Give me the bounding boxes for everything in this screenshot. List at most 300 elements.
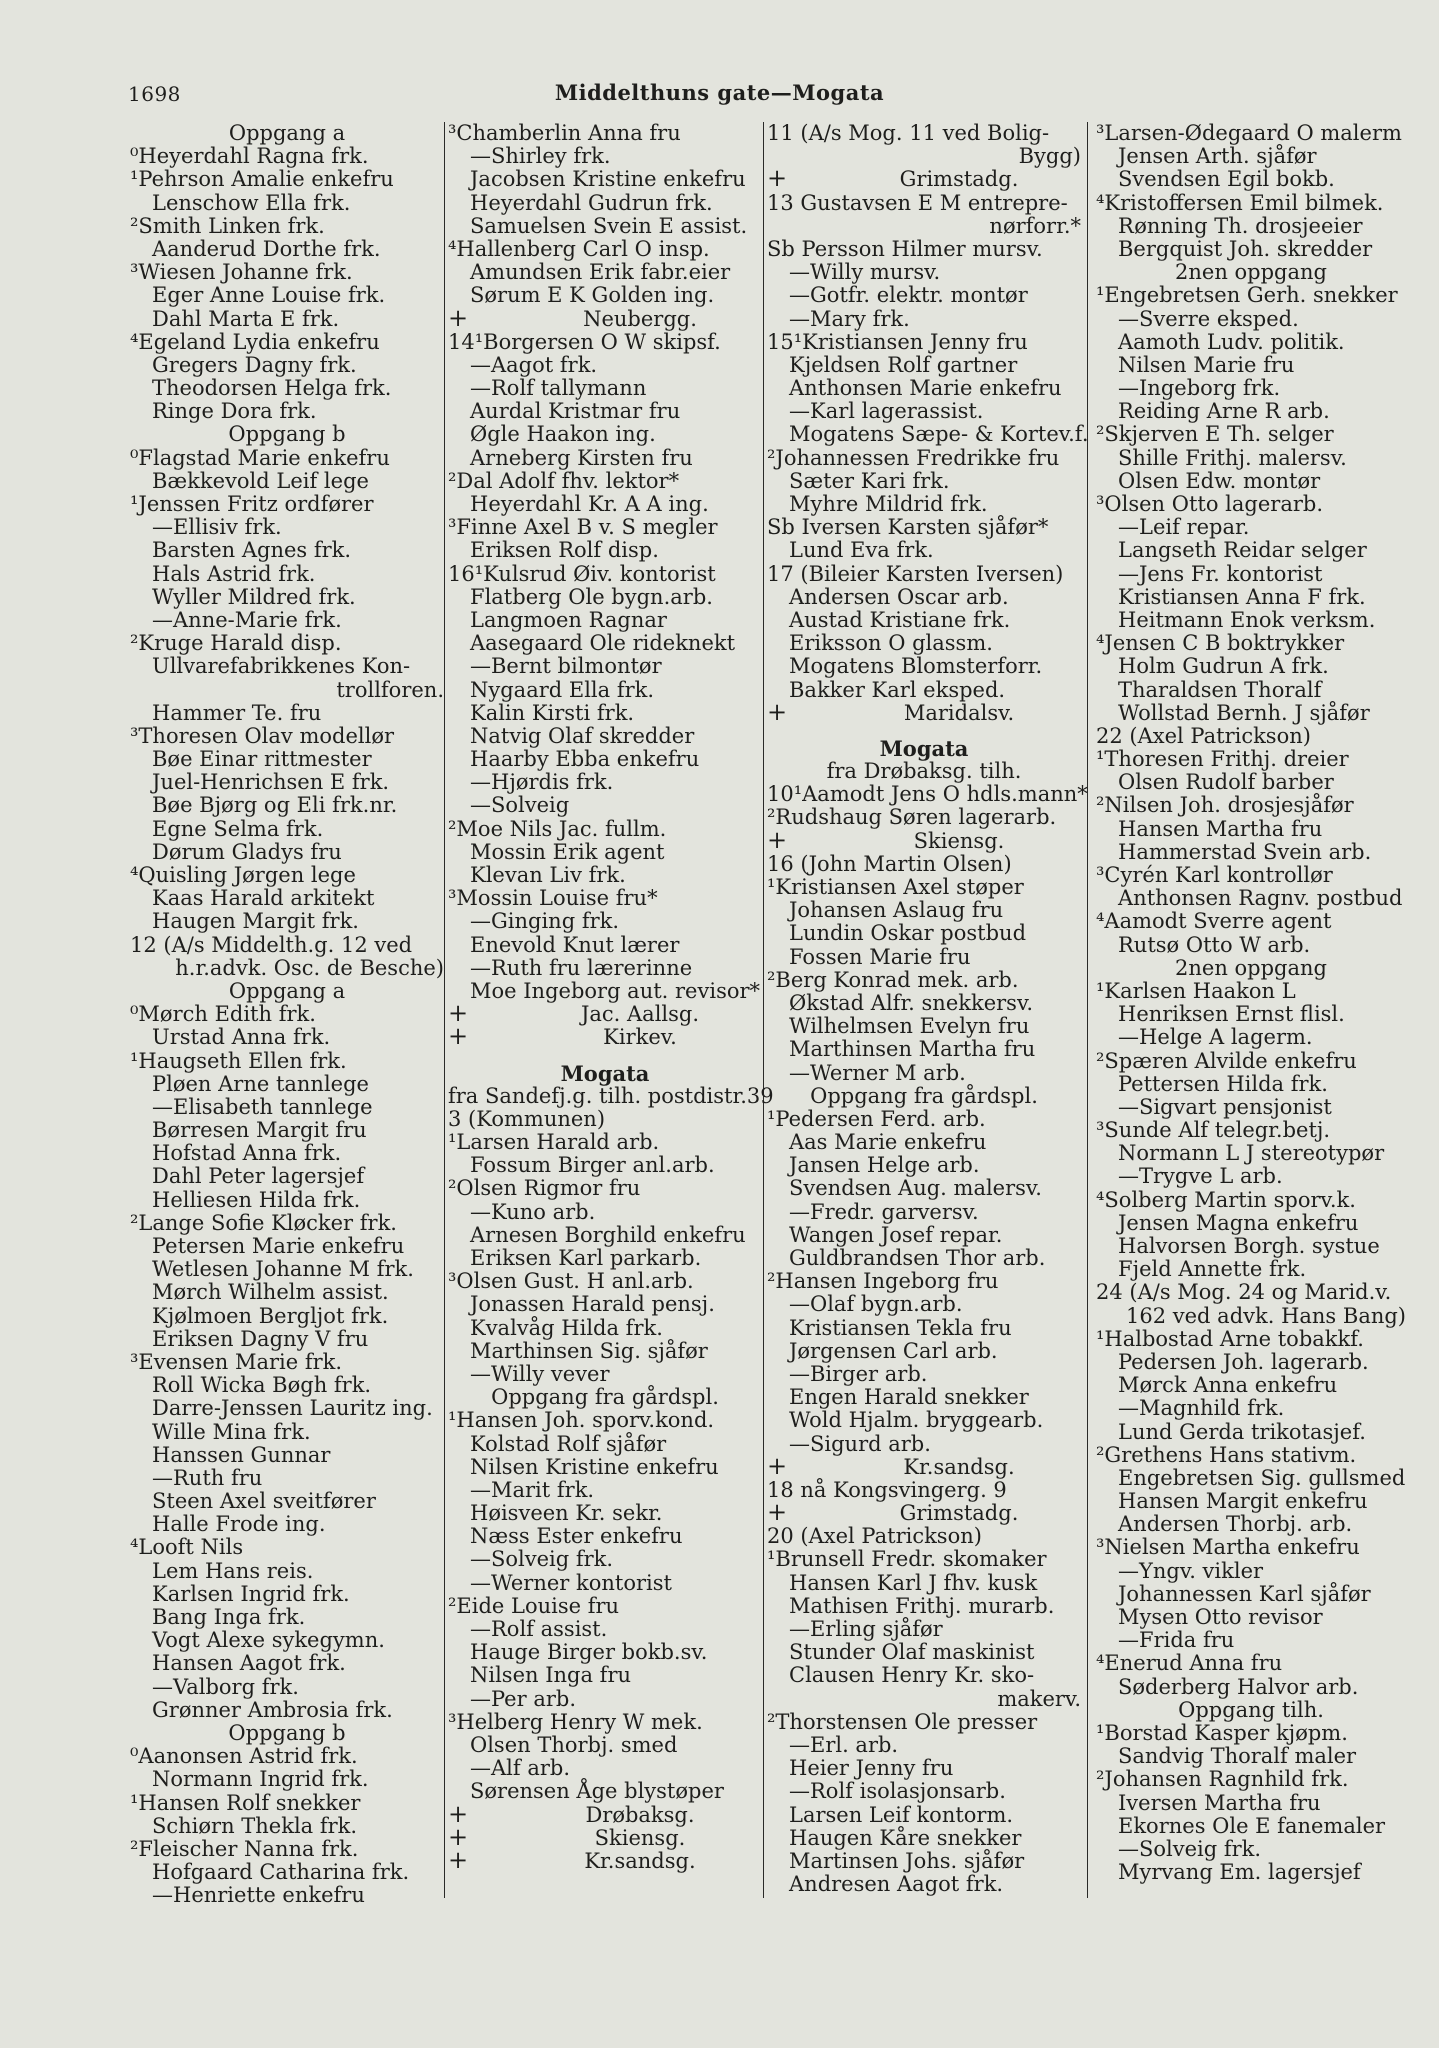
resident-entry: ¹Larsen Harald arb. xyxy=(448,1130,660,1155)
resident-entry: Jensen Arth. sjåfør xyxy=(1118,144,1317,169)
resident-entry: Urstad Anna frk. xyxy=(152,1025,331,1050)
resident-entry: ⁴Solberg Martin sporv.k. xyxy=(1096,1187,1356,1212)
resident-entry: Heyerdahl Gudrun frk. xyxy=(470,190,713,215)
column-2 xyxy=(448,121,774,1874)
resident-entry: Økstad Alfr. snekkersv. xyxy=(789,990,1034,1015)
resident-entry: Haarby Ebba enkefru xyxy=(470,747,700,772)
column-rule xyxy=(1087,122,1088,1898)
resident-entry: Wilhelmsen Evelyn fru xyxy=(789,1014,1030,1039)
resident-entry: ²Moe Nils Jac. fullm. xyxy=(448,816,667,841)
resident-entry: Ekornes Ole E fanemaler xyxy=(1118,1813,1386,1838)
resident-entry: ¹Jenssen Fritz ordfører xyxy=(130,492,374,516)
resident-entry: Bakker Karl eksped. xyxy=(789,677,1006,702)
entry-continuation: h.r.advk. Osc. de Besche) xyxy=(175,955,444,980)
spacer xyxy=(448,1050,762,1062)
resident-entry: ²Dal Adolf fhv. lektor* xyxy=(448,468,680,493)
street-heading: Mogata xyxy=(560,1060,650,1086)
resident-entry: Reiding Arne R arb. xyxy=(1118,399,1330,424)
resident-entry: Samuelsen Svein E assist. xyxy=(470,213,748,238)
resident-entry: —Rolf isolasjonsarb. xyxy=(789,1779,1006,1804)
resident-entry: Olsen Edw. montør xyxy=(1118,468,1321,493)
crossing-street-name: Jac. Aallsg. xyxy=(580,1002,700,1027)
resident-entry: Petersen Marie enkefru xyxy=(152,1234,405,1258)
resident-entry: ³Evensen Marie frk. xyxy=(130,1349,343,1374)
street-crossing xyxy=(767,1451,1081,1480)
resident-entry: ²Berg Konrad mek. arb. xyxy=(767,967,1019,992)
cross-icon: + xyxy=(767,825,788,854)
entrance-heading: 2nen oppgang xyxy=(1175,260,1327,285)
resident-entry: ⁴Looft Nils xyxy=(130,1535,244,1560)
resident-entry: Jørgensen Carl arb. xyxy=(789,1338,998,1363)
column-rule xyxy=(763,122,764,1898)
resident-entry: Mogatens Blomsterforr. xyxy=(789,654,1043,679)
resident-entry: —Elisabeth tannlege xyxy=(152,1094,373,1119)
resident-entry: Nilsen Kristine enkefru xyxy=(470,1454,719,1479)
resident-entry: ¹Kristiansen Axel støper xyxy=(767,875,1024,899)
resident-entry: Wangen Josef repar. xyxy=(789,1222,1003,1247)
crossing-street-name: Grimstadg. xyxy=(899,167,1019,192)
resident-entry: Wetlesen Johanne M frk. xyxy=(152,1257,414,1282)
resident-entry: ³Thoresen Olav modellør xyxy=(130,723,394,748)
resident-entry: —Yngv. vikler xyxy=(1118,1558,1264,1583)
house-number-entry: 13 Gustavsen E M entrepre- xyxy=(767,190,1068,215)
street-crossing xyxy=(448,303,762,332)
resident-entry: Sandvig Thoralf maler xyxy=(1118,1744,1357,1769)
resident-entry: Haugen Margit frk. xyxy=(152,909,359,934)
resident-entry: Ullvarefabrikkenes Kon- xyxy=(152,654,411,679)
cross-icon: + xyxy=(448,1799,469,1828)
resident-entry: Eriksson O glassm. xyxy=(789,631,993,656)
resident-entry: —Ruth fru lærerinne xyxy=(470,955,693,980)
resident-entry: —Anne-Marie frk. xyxy=(152,607,342,632)
resident-entry: Sæter Kari frk. xyxy=(789,468,950,493)
resident-entry: —Solveig xyxy=(470,793,570,818)
resident-entry: ³Olsen Gust. H anl.arb. xyxy=(448,1269,694,1294)
resident-entry: ¹Brunsell Fredr. skomaker xyxy=(767,1547,1047,1572)
resident-entry: Marthinsen Martha fru xyxy=(789,1037,1036,1062)
resident-entry: ¹Hansen Joh. sporv.kond. xyxy=(448,1408,715,1433)
house-number-entry: 11 (A/s Mog. 11 ved Bolig- xyxy=(767,121,1050,145)
resident-entry: —Aagot frk. xyxy=(470,352,598,377)
resident-entry: Henriksen Ernst flisl. xyxy=(1118,1002,1345,1027)
resident-entry: Anthonsen Marie enkefru xyxy=(789,376,1062,401)
resident-entry: fra Sandefj.g. tilh. postdistr.39 xyxy=(448,1083,774,1108)
resident-entry: ¹Engebretsen Gerh. snekker xyxy=(1096,283,1398,308)
resident-entry: Grønner Ambrosia frk. xyxy=(152,1697,393,1722)
resident-entry: ²Nilsen Joh. drosjesjåfør xyxy=(1096,793,1354,818)
resident-entry: Clausen Henry Kr. sko- xyxy=(789,1663,1035,1688)
resident-entry: Kalin Kirsti frk. xyxy=(470,700,635,725)
resident-entry: ¹Pehrson Amalie enkefru xyxy=(130,167,394,192)
entry-continuation: makerv. xyxy=(997,1686,1081,1711)
resident-entry: Jonassen Harald pensj. xyxy=(470,1292,715,1317)
resident-entry: Arnesen Borghild enkefru xyxy=(470,1222,746,1247)
resident-entry: ⁴Enerud Anna fru xyxy=(1096,1651,1283,1676)
resident-entry: —Magnhild frk. xyxy=(1118,1396,1285,1421)
entrance-heading: Oppgang a xyxy=(228,121,346,145)
resident-entry: Nilsen Marie fru xyxy=(1118,352,1295,377)
resident-entry: Wollstad Bernh. J sjåfør xyxy=(1118,700,1370,725)
resident-entry: Roll Wicka Bøgh frk. xyxy=(152,1373,372,1398)
house-number-entry: 3 (Kommunen) xyxy=(448,1106,606,1131)
resident-entry: ⁴Quisling Jørgen lege xyxy=(130,863,356,887)
house-number-entry: 20 (Axel Patrickson) xyxy=(767,1524,982,1549)
resident-entry: —Werner M arb. xyxy=(789,1060,966,1085)
resident-entry: Eriksen Rolf disp. xyxy=(470,538,659,563)
resident-entry: —Alf arb. xyxy=(470,1756,571,1781)
crossing-street-name: Grimstadg. xyxy=(899,1501,1019,1526)
resident-entry: Sørum E K Golden ing. xyxy=(470,283,715,308)
entry-continuation: nørforr.* xyxy=(989,213,1081,238)
resident-entry: Eriksen Karl parkarb. xyxy=(470,1246,702,1270)
page-header: Middelthuns gate—Mogata xyxy=(554,80,885,105)
resident-entry: Shille Frithj. malersv. xyxy=(1118,445,1347,470)
resident-entry: ³Mossin Louise fru* xyxy=(448,886,658,911)
entrance-heading: Oppgang fra gårdspl. xyxy=(491,1385,719,1410)
crossing-street-name: Kr.sandsg. xyxy=(903,1454,1015,1479)
resident-entry: Flatberg Ole bygn.arb. xyxy=(470,584,713,609)
resident-entry: ⁰Mørch Edith frk. xyxy=(130,1002,316,1027)
resident-entry: Hansen Karl J fhv. kusk xyxy=(789,1570,1038,1595)
resident-entry: Amundsen Erik fabr.eier xyxy=(470,260,731,285)
resident-entry: Karlsen Ingrid frk. xyxy=(152,1581,350,1606)
cross-icon: + xyxy=(448,1845,469,1874)
resident-entry: ²Spæren Alvilde enkefru xyxy=(1096,1048,1357,1073)
entry-continuation: 162 ved advk. Hans Bang) xyxy=(1126,1303,1406,1328)
resident-entry: —Solveig frk. xyxy=(470,1547,614,1572)
resident-entry: —Jens Fr. kontorist xyxy=(1118,561,1323,586)
entrance-heading: Oppgang b xyxy=(228,422,346,447)
resident-entry: Normann Ingrid frk. xyxy=(152,1767,369,1792)
resident-entry: Langseth Reidar selger xyxy=(1118,538,1367,563)
resident-entry: Wyller Mildred frk. xyxy=(152,584,356,609)
resident-entry: ²Johansen Ragnhild frk. xyxy=(1096,1767,1349,1792)
cross-icon: + xyxy=(767,1451,788,1480)
crossing-street-name: Kr.sandsg. xyxy=(584,1848,696,1873)
crossing-street-name: Skiensg. xyxy=(913,828,1005,853)
resident-entry: Normann L J stereotypør xyxy=(1118,1141,1385,1166)
resident-entry: ³Wiesen Johanne frk. xyxy=(130,260,353,285)
resident-entry: Larsen Leif kontorm. xyxy=(789,1802,1014,1827)
resident-entry: ²Rudshaug Søren lagerarb. xyxy=(767,805,1057,830)
resident-entry: Mogatens Sæpe- & Kortev.f. xyxy=(789,422,1089,447)
resident-entry: Hansen Margit enkefru xyxy=(1118,1489,1368,1514)
resident-entry: ⁴Egeland Lydia enkefru xyxy=(130,329,380,354)
resident-entry: Bang Inga frk. xyxy=(152,1605,306,1629)
resident-entry: Andresen Aagot frk. xyxy=(789,1872,1004,1897)
resident-entry: ²Grethens Hans stativm. xyxy=(1096,1442,1357,1467)
resident-entry: Kolstad Rolf sjåfør xyxy=(470,1431,667,1456)
resident-entry: ³Sunde Alf telegr.betj. xyxy=(1096,1118,1331,1143)
resident-entry: Hofstad Anna frk. xyxy=(152,1141,342,1166)
entrance-heading: Oppgang fra gårdspl. xyxy=(810,1083,1038,1108)
resident-entry: ⁰Heyerdahl Ragna frk. xyxy=(130,144,369,169)
resident-entry: Sb Iversen Karsten sjåfør* xyxy=(767,515,1049,540)
resident-entry: Hals Astrid frk. xyxy=(152,561,316,586)
resident-entry: ²Thorstensen Ole presser xyxy=(767,1709,1038,1734)
resident-entry: ²Fleischer Nanna frk. xyxy=(130,1836,359,1861)
resident-entry: Klevan Liv frk. xyxy=(470,863,626,887)
crossing-street-name: Drøbaksg. xyxy=(585,1802,695,1827)
street-crossing xyxy=(448,1845,762,1874)
resident-entry: Jensen Magna enkefru xyxy=(1118,1210,1359,1235)
resident-entry: ²Lange Sofie Kløcker frk. xyxy=(130,1210,397,1235)
resident-entry: —Rolf tallymann xyxy=(470,376,647,401)
resident-entry: Øgle Haakon ing. xyxy=(470,422,656,447)
resident-entry: Dørum Gladys fru xyxy=(152,839,342,864)
resident-entry: —Leif repar. xyxy=(1118,515,1250,540)
resident-entry: Aamoth Ludv. politik. xyxy=(1118,329,1345,354)
cross-icon: + xyxy=(448,1822,469,1851)
resident-entry: 15¹Kristiansen Jenny fru xyxy=(767,329,1028,354)
resident-entry: Enevold Knut lærer xyxy=(470,932,680,957)
resident-entry: Lundin Oskar postbud xyxy=(789,921,1027,946)
resident-entry: Olsen Thorbj. smed xyxy=(470,1732,678,1757)
resident-entry: Sb Persson Hilmer mursv. xyxy=(767,236,1043,261)
resident-entry: Pedersen Joh. lagerarb. xyxy=(1118,1349,1369,1374)
resident-entry: —Marit frk. xyxy=(470,1477,595,1502)
resident-entry: Heyerdahl Kr. A A ing. xyxy=(470,492,709,516)
house-number-entry: 17 (Bileier Karsten Iversen) xyxy=(767,561,1064,586)
resident-entry: Jacobsen Kristine enkefru xyxy=(470,167,746,192)
resident-entry: Kjeldsen Rolf gartner xyxy=(789,352,1018,377)
resident-entry: Høisveen Kr. sekr. xyxy=(470,1501,663,1526)
entrance-heading: Oppgang a xyxy=(228,978,346,1003)
entrance-heading: 2nen oppgang xyxy=(1175,955,1327,980)
street-crossing xyxy=(448,999,762,1028)
resident-entry: Andersen Thorbj. arb. xyxy=(1118,1512,1353,1537)
resident-entry: ⁴Kristoffersen Emil bilmek. xyxy=(1096,190,1384,215)
resident-entry: ⁴Jensen C B boktrykker xyxy=(1096,631,1345,656)
entrance-heading: Oppgang tilh. xyxy=(1178,1697,1324,1722)
resident-entry: Guldbrandsen Thor arb. xyxy=(789,1246,1046,1270)
resident-entry: ¹Borstad Kasper kjøpm. xyxy=(1096,1720,1348,1745)
house-number-entry: 12 (A/s Middelth.g. 12 ved xyxy=(130,932,413,957)
resident-entry: Mysen Otto revisor xyxy=(1118,1605,1323,1629)
resident-entry: Lund Gerda trikotasjef. xyxy=(1118,1419,1366,1444)
resident-entry: Iversen Martha fru xyxy=(1118,1790,1321,1815)
resident-entry: Jansen Helge arb. xyxy=(789,1153,980,1178)
resident-entry: ²Hansen Ingeborg fru xyxy=(767,1269,999,1294)
street-crossing xyxy=(767,164,1081,193)
resident-entry: Mathisen Frithj. murarb. xyxy=(789,1593,1055,1618)
resident-entry: ¹Pedersen Ferd. arb. xyxy=(767,1106,986,1131)
resident-entry: Marthinsen Sig. sjåfør xyxy=(470,1338,708,1363)
column-3 xyxy=(767,121,1089,1897)
resident-entry: ⁴Hallenberg Carl O insp. xyxy=(448,236,710,261)
resident-entry: Wille Mina frk. xyxy=(152,1419,311,1444)
resident-entry: ²Kruge Harald disp. xyxy=(130,631,342,656)
resident-entry: Fossum Birger anl.arb. xyxy=(470,1153,715,1178)
street-crossing xyxy=(767,825,1081,854)
street-heading: Mogata xyxy=(879,735,969,761)
crossing-street-name: Skiensg. xyxy=(594,1825,686,1850)
resident-entry: Pløen Arne tannlege xyxy=(152,1071,369,1096)
resident-entry: Natvig Olaf skredder xyxy=(470,723,695,748)
resident-entry: —Bernt bilmontør xyxy=(470,654,662,679)
resident-entry: Rutsø Otto W arb. xyxy=(1118,932,1311,957)
resident-entry: Haugen Kåre snekker xyxy=(789,1825,1022,1850)
cross-icon: + xyxy=(767,697,788,726)
resident-entry: Martinsen Johs. sjåfør xyxy=(789,1848,1025,1873)
resident-entry: Stunder Olaf maskinist xyxy=(789,1640,1035,1665)
resident-entry: Austad Kristiane frk. xyxy=(789,607,1011,632)
cross-icon: + xyxy=(448,999,469,1028)
street-crossing xyxy=(448,1022,762,1051)
resident-entry: —Werner kontorist xyxy=(470,1570,672,1595)
resident-entry: ¹Hansen Rolf snekker xyxy=(130,1790,361,1815)
resident-entry: Hanssen Gunnar xyxy=(152,1442,331,1467)
resident-entry: ³Finne Axel B v. S megler xyxy=(448,515,718,540)
resident-entry: Vogt Alexe sykegymn. xyxy=(152,1628,385,1653)
resident-entry: Dahl Peter lagersjef xyxy=(152,1164,365,1189)
entrance-heading: fra Drøbaksg. tilh. xyxy=(826,759,1022,784)
resident-entry: ⁰Flagstad Marie enkefru xyxy=(130,445,390,470)
resident-entry: ³Cyrén Karl kontrollør xyxy=(1096,863,1333,887)
resident-entry: Søderberg Halvor arb. xyxy=(1118,1674,1359,1699)
resident-entry: ²Olsen Rigmor fru xyxy=(448,1176,641,1201)
resident-entry: ³Chamberlin Anna fru xyxy=(448,121,681,145)
resident-entry: Halle Frode ing. xyxy=(152,1512,326,1537)
resident-entry: Aanderud Dorthe frk. xyxy=(152,236,381,261)
resident-entry: —Frida fru xyxy=(1118,1628,1235,1653)
resident-entry: —Valborg frk. xyxy=(152,1674,299,1699)
street-crossing xyxy=(448,1799,762,1828)
resident-entry: Hansen Aagot frk. xyxy=(152,1651,346,1676)
resident-entry: Svendsen Egil bokb. xyxy=(1118,167,1335,192)
crossing-street-name: Kirkev. xyxy=(603,1025,677,1050)
resident-entry: —Ruth fru xyxy=(152,1465,263,1490)
resident-entry: Eriksen Dagny V fru xyxy=(152,1326,369,1351)
resident-entry: —Rolf assist. xyxy=(470,1617,608,1641)
resident-entry: Hammerstad Svein arb. xyxy=(1118,839,1372,864)
resident-entry: Halvorsen Borgh. systue xyxy=(1118,1234,1380,1258)
cross-icon: + xyxy=(448,303,469,332)
cross-icon: + xyxy=(767,1498,788,1527)
house-number-entry: 24 (A/s Mog. 24 og Marid.v. xyxy=(1096,1280,1392,1305)
resident-entry: —Sigvart pensjonist xyxy=(1118,1094,1332,1119)
resident-entry: Kristiansen Anna F frk. xyxy=(1118,584,1366,609)
resident-entry: —Fredr. garversv. xyxy=(789,1199,979,1224)
resident-entry: Anthonsen Ragnv. postbud xyxy=(1118,886,1403,911)
resident-entry: —Henriette enkefru xyxy=(152,1883,365,1908)
resident-entry: Engebretsen Sig. gullsmed xyxy=(1118,1465,1406,1490)
resident-entry: —Willy mursv. xyxy=(789,260,941,285)
resident-entry: Bækkevold Leif lege xyxy=(152,468,369,493)
resident-entry: —Hjørdis frk. xyxy=(470,770,614,795)
entrance-heading: Oppgang b xyxy=(228,1720,346,1745)
resident-entry: Nilsen Inga fru xyxy=(470,1663,632,1688)
resident-entry: Bøe Einar rittmester xyxy=(152,747,372,772)
house-number-entry: 18 nå Kongsvingerg. 9 xyxy=(767,1477,1007,1502)
entry-continuation: Bygg) xyxy=(1018,144,1081,169)
resident-entry: Engen Harald snekker xyxy=(789,1385,1029,1410)
resident-entry: Egne Selma frk. xyxy=(152,816,324,841)
resident-entry: Ringe Dora frk. xyxy=(152,399,317,424)
column-4 xyxy=(1096,122,1406,1884)
resident-entry: 10¹Aamodt Jens O hdls.mann* xyxy=(767,782,1088,807)
resident-entry: —Willy vever xyxy=(470,1361,610,1386)
resident-entry: Kjølmoen Bergljot frk. xyxy=(152,1303,389,1328)
resident-entry: Mossin Erik agent xyxy=(470,839,665,864)
resident-entry: Theodorsen Helga frk. xyxy=(152,376,392,401)
column-1 xyxy=(130,122,444,1907)
resident-entry: Fossen Marie fru xyxy=(789,944,971,969)
resident-entry: Heier Jenny fru xyxy=(789,1756,954,1781)
resident-entry: ¹Karlsen Haakon L xyxy=(1096,978,1296,1003)
entry-continuation: trollforen. xyxy=(336,677,444,702)
crossing-street-name: Neubergg. xyxy=(583,306,697,331)
resident-entry: —Gotfr. elektr. montør xyxy=(789,283,1028,308)
column-rule xyxy=(444,122,445,1898)
street-crossing xyxy=(767,697,1081,726)
resident-entry: —Erling sjåfør xyxy=(789,1617,943,1641)
resident-entry: Eger Anne Louise frk. xyxy=(152,283,386,308)
resident-entry: ³Larsen-Ødegaard O malerm xyxy=(1096,121,1402,145)
resident-entry: ³Nielsen Martha enkefru xyxy=(1096,1535,1360,1560)
resident-entry: Svendsen Aug. malersv. xyxy=(789,1176,1042,1201)
resident-entry: ³Olsen Otto lagerarb. xyxy=(1096,492,1323,516)
resident-entry: Myrvang Em. lagersjef xyxy=(1118,1860,1361,1885)
resident-entry: ¹Haugseth Ellen frk. xyxy=(130,1048,347,1073)
resident-entry: Lund Eva frk. xyxy=(789,538,934,563)
resident-entry: —Birger arb. xyxy=(789,1361,928,1386)
resident-entry: 16¹Kulsrud Øiv. kontorist xyxy=(448,561,716,586)
resident-entry: —Ginging frk. xyxy=(470,909,620,934)
resident-entry: Moe Ingeborg aut. revisor* xyxy=(470,978,761,1003)
resident-entry: Mørch Wilhelm assist. xyxy=(152,1280,389,1305)
resident-entry: ¹Halbostad Arne tobakkf. xyxy=(1096,1326,1364,1351)
resident-entry: Johannessen Karl sjåfør xyxy=(1118,1581,1371,1606)
resident-entry: ²Skjerven E Th. selger xyxy=(1096,422,1334,447)
resident-entry: Schiørn Thekla frk. xyxy=(152,1813,358,1838)
resident-entry: Helliesen Hilda frk. xyxy=(152,1187,361,1212)
resident-entry: Andersen Oscar arb. xyxy=(789,584,1009,609)
resident-entry: Bergquist Joh. skredder xyxy=(1118,236,1373,261)
resident-entry: ¹Thoresen Frithj. dreier xyxy=(1096,747,1349,772)
resident-entry: Barsten Agnes frk. xyxy=(152,538,352,563)
resident-entry: Olsen Rudolf barber xyxy=(1118,770,1334,795)
resident-entry: —Erl. arb. xyxy=(789,1732,899,1757)
resident-entry: Juel-Henrichsen E frk. xyxy=(152,770,390,795)
resident-entry: Kristiansen Tekla fru xyxy=(789,1315,1012,1340)
crossing-street-name: Maridalsv. xyxy=(903,700,1015,725)
resident-entry: Gregers Dagny frk. xyxy=(152,352,357,377)
resident-entry: Mørck Anna enkefru xyxy=(1118,1373,1338,1398)
resident-entry: ²Smith Linken frk. xyxy=(130,213,325,238)
house-number-entry: 22 (Axel Patrickson) xyxy=(1096,723,1311,748)
resident-entry: Rønning Th. drosjeeier xyxy=(1118,213,1363,238)
resident-entry: —Trygve L arb. xyxy=(1118,1164,1283,1189)
resident-entry: Hammer Te. fru xyxy=(152,700,322,725)
resident-entry: Heitmann Enok verksm. xyxy=(1118,607,1376,632)
resident-entry: —Mary frk. xyxy=(789,306,910,331)
resident-entry: —Kuno arb. xyxy=(470,1199,596,1224)
resident-entry: Lenschow Ella frk. xyxy=(152,190,351,215)
resident-entry: Wold Hjalm. bryggearb. xyxy=(789,1408,1044,1433)
resident-entry: Hauge Birger bokb.sv. xyxy=(470,1640,708,1665)
resident-entry: Fjeld Annette frk. xyxy=(1118,1257,1307,1282)
resident-entry: Bøe Bjørg og Eli frk.nr. xyxy=(152,793,398,818)
street-crossing xyxy=(767,1498,1081,1527)
resident-entry: ²Eide Louise fru xyxy=(448,1593,620,1618)
resident-entry: Tharaldsen Thoralf xyxy=(1118,677,1322,702)
resident-entry: Pettersen Hilda frk. xyxy=(1118,1071,1328,1096)
resident-entry: ²Johannessen Fredrikke fru xyxy=(767,445,1060,470)
resident-entry: Hofgaard Catharina frk. xyxy=(152,1860,410,1885)
resident-entry: 14¹Borgersen O W skipsf. xyxy=(448,329,721,354)
resident-entry: ⁴Aamodt Sverre agent xyxy=(1096,909,1332,934)
